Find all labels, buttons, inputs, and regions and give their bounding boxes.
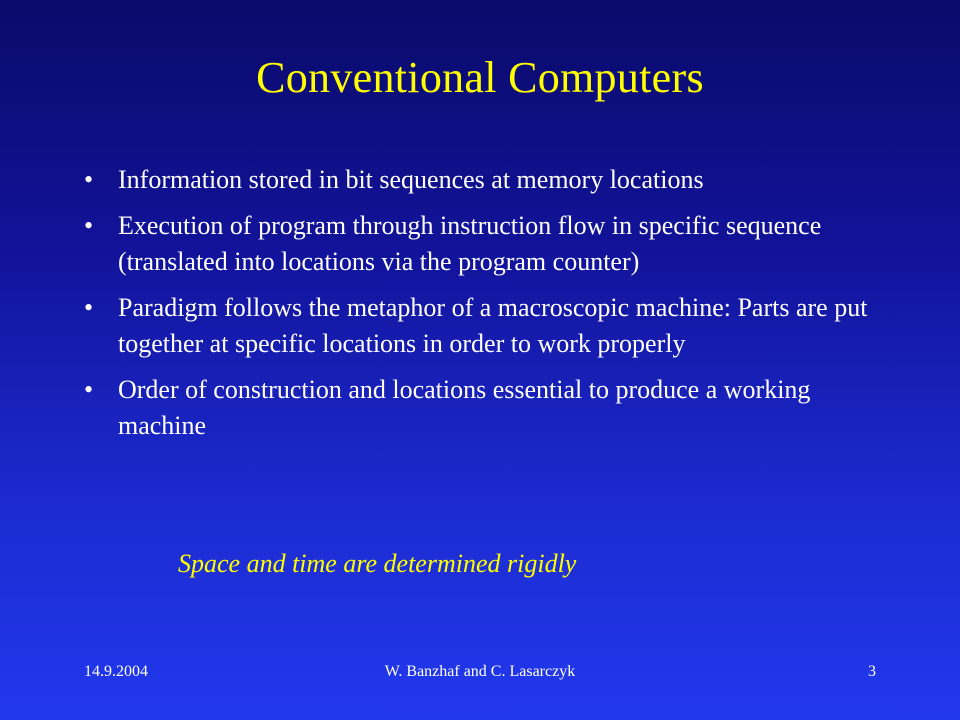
bullet-item: [84, 290, 884, 362]
emphasis-statement: Space and time are determined rigidly: [178, 549, 577, 578]
bullet-list: [84, 162, 884, 454]
bullet-marker: •: [84, 375, 94, 404]
bullet-item: [84, 372, 884, 444]
bullet-marker: •: [84, 165, 94, 194]
slide-title: Conventional Computers: [256, 53, 704, 102]
footer-page-number: 3: [868, 663, 876, 680]
bullet-marker: •: [84, 293, 94, 322]
bullet-marker: •: [84, 211, 94, 240]
bullet-item: [84, 162, 884, 198]
bullet-item: [84, 208, 884, 280]
bullet-text: Information stored in bit sequences at memory locations: [118, 165, 704, 194]
bullet-text: Execution of program through instruction flow in specific sequence (translated into locations via the program counter): [118, 211, 822, 276]
footer-authors: W. Banzhaf and C. Lasarczyk: [384, 663, 576, 680]
bullet-text: Order of construction and locations essential to produce a working machine: [118, 375, 811, 440]
bullet-text: Paradigm follows the metaphor of a macroscopic machine: Parts are put together at specific locations in order to work properly: [118, 293, 868, 358]
footer-date: 14.9.2004: [84, 663, 148, 680]
